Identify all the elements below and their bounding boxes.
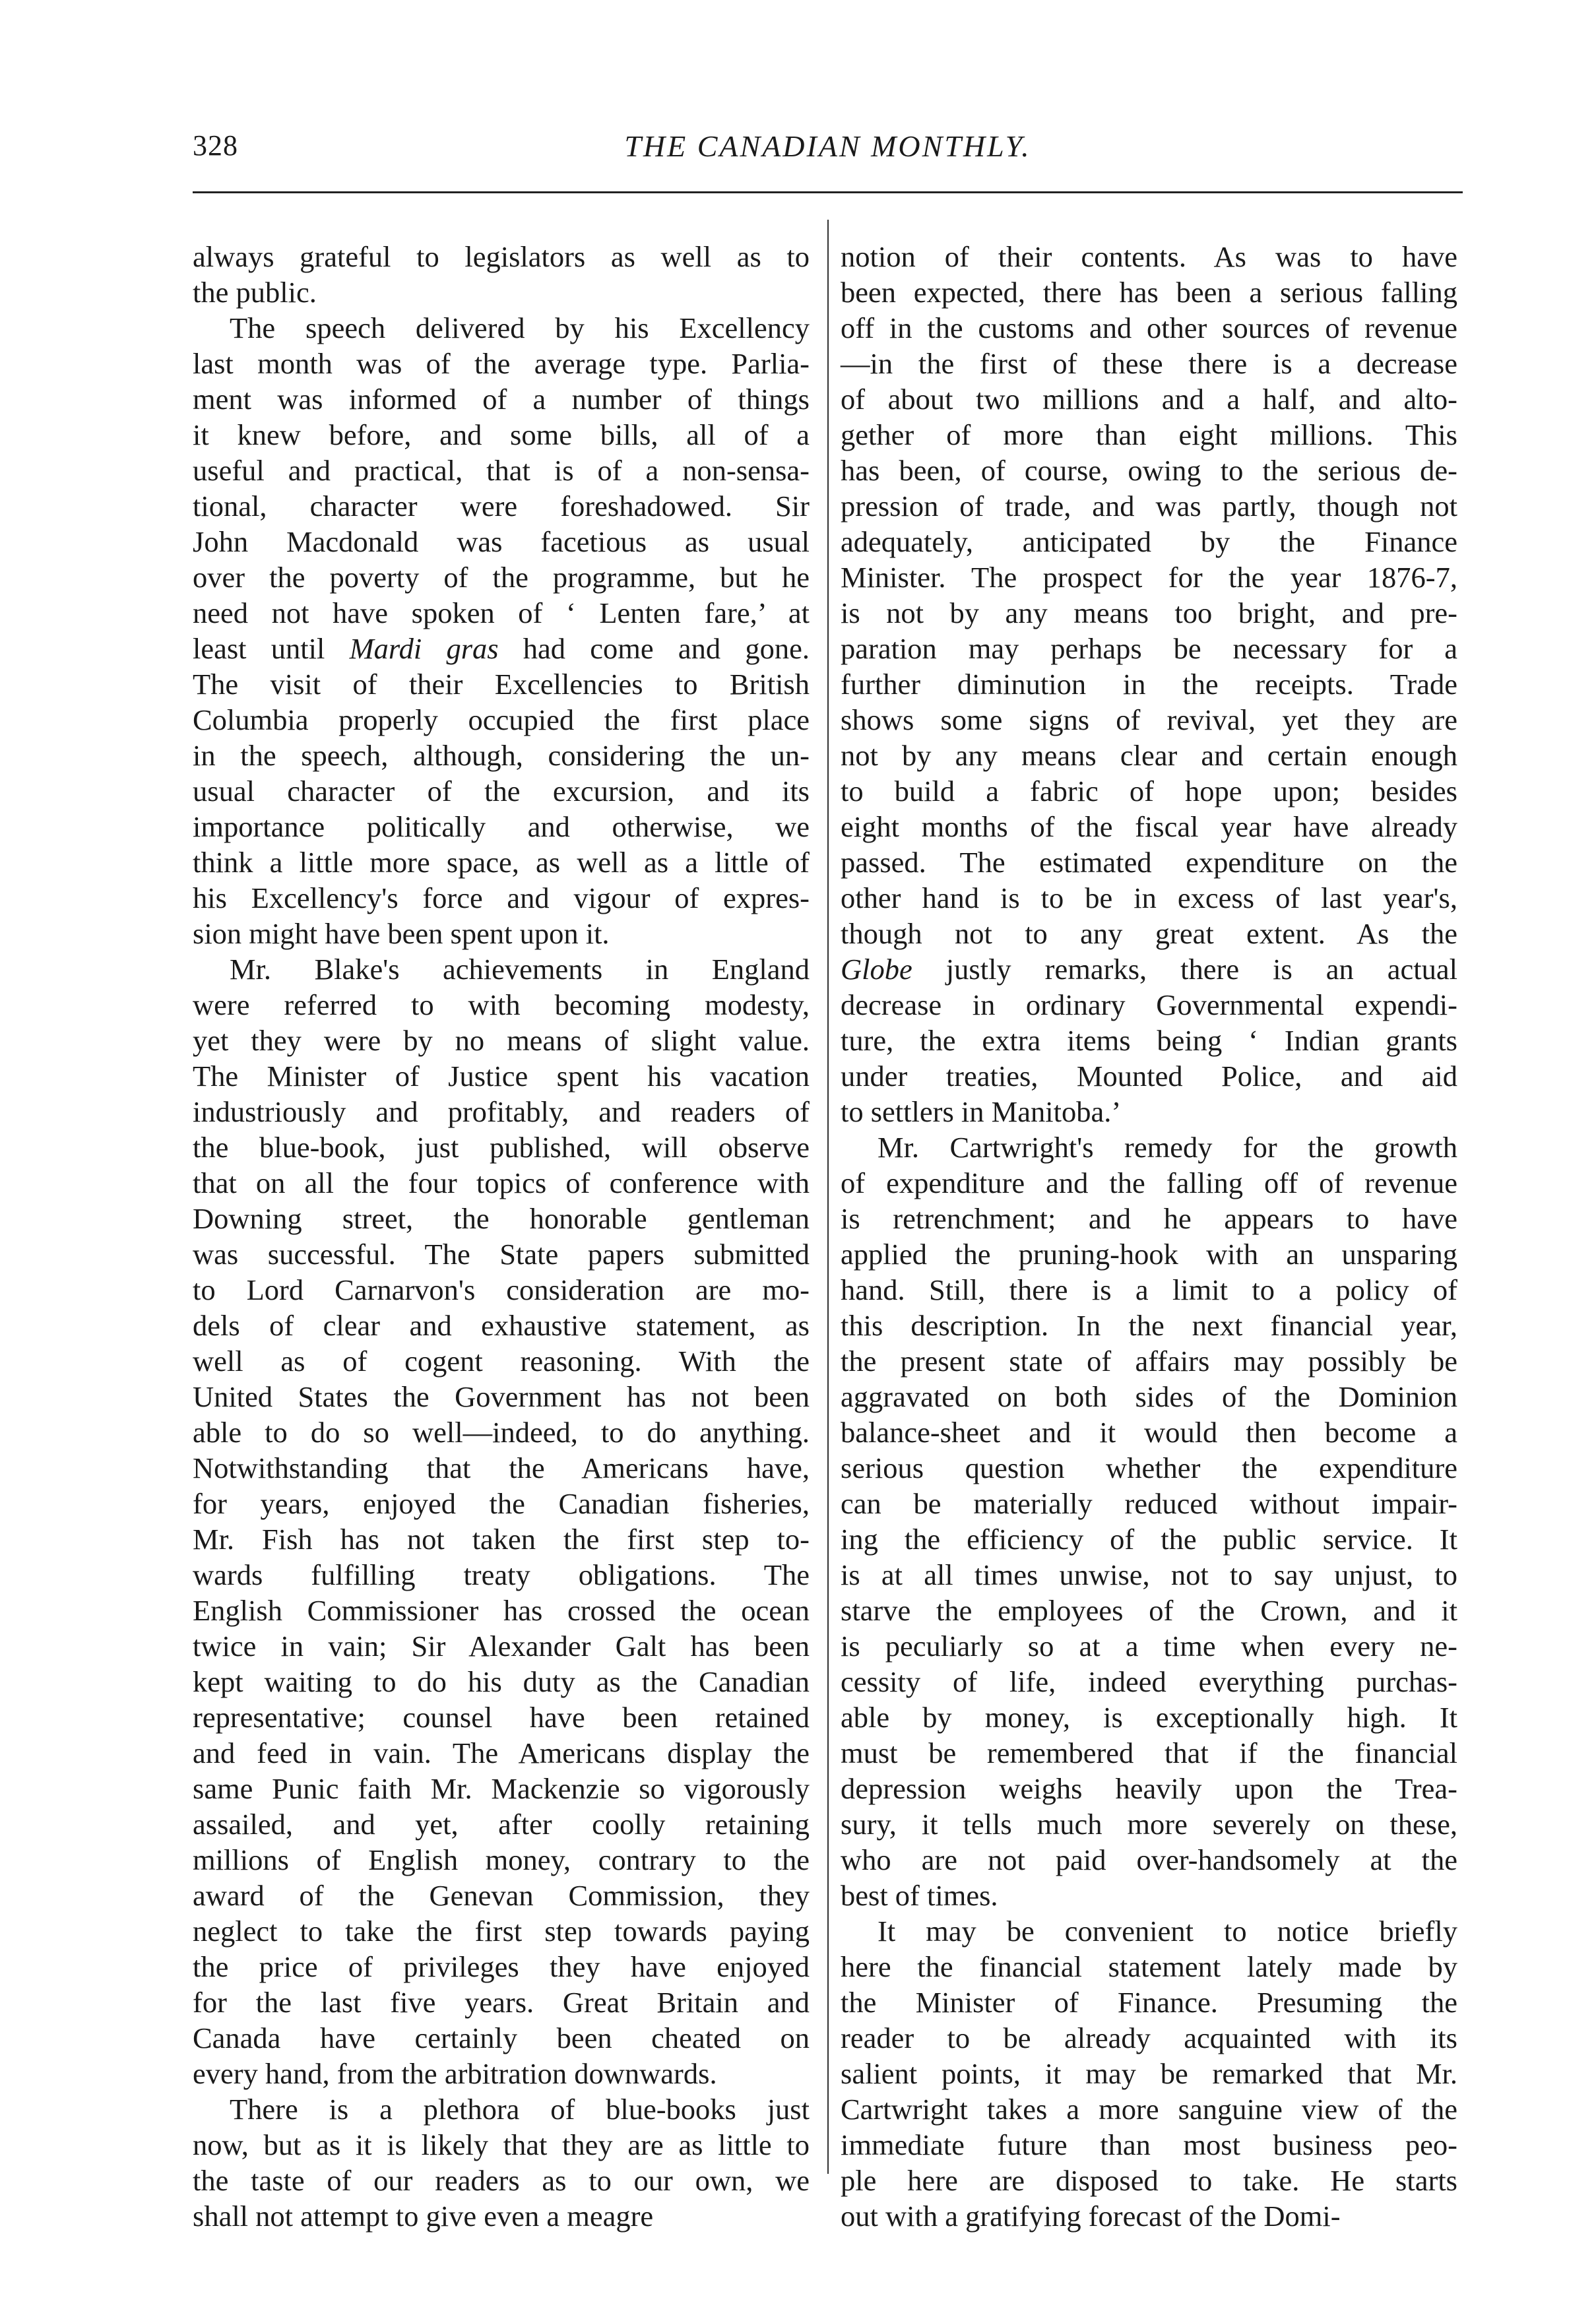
column-divider (827, 220, 829, 2174)
left-column-line: last month was of the average type. Parlia- (193, 347, 810, 380)
left-column-line: The Minister of Justice spent his vacation (193, 1060, 810, 1093)
right-column-line: has been, of course, owing to the serious de- (841, 454, 1457, 487)
right-column-line: balance-sheet and it would then become a (841, 1416, 1457, 1449)
left-column-line: Canada have certainly been cheated on (193, 2021, 810, 2054)
right-column-line: ple here are disposed to take. He starts (841, 2164, 1457, 2197)
right-column-line: out with a gratifying forecast of the Domi- (841, 2200, 1341, 2233)
left-column-line: least until Mardi gras had come and gone. (193, 632, 810, 665)
right-column-line: Cartwright takes a more sanguine view of the (841, 2093, 1457, 2126)
right-column-line: ing the efficiency of the public service. It (841, 1523, 1457, 1556)
right-column-line: of expenditure and the falling off of revenue (841, 1166, 1457, 1199)
left-column-line: for the last five years. Great Britain and (193, 1986, 810, 2019)
left-column-line: need not have spoken of ‘ Lenten fare,’ at (193, 596, 810, 629)
left-column-line: The speech delivered by his Excellency (230, 311, 810, 344)
right-column-line: ture, the extra items being ‘ Indian grants (841, 1024, 1457, 1057)
left-column-line: award of the Genevan Commission, they (193, 1879, 810, 1912)
left-column-line: the price of privileges they have enjoyed (193, 1950, 810, 1983)
left-column-line: that on all the four topics of conference with (193, 1166, 810, 1199)
right-column-line: is at all times unwise, not to say unjust, to (841, 1558, 1457, 1591)
right-column-line: is not by any means too bright, and pre- (841, 596, 1457, 629)
left-column-line: usual character of the excursion, and its (193, 775, 810, 808)
right-column-line: able by money, is exceptionally high. It (841, 1701, 1457, 1734)
right-column-line: under treaties, Mounted Police, and aid (841, 1060, 1457, 1093)
right-column-line: It may be convenient to notice briefly (878, 1915, 1457, 1948)
right-column-line: Mr. Cartwright's remedy for the growth (878, 1131, 1457, 1164)
left-column-line: English Commissioner has crossed the ocean (193, 1594, 810, 1627)
left-column-line: were referred to with becoming modesty, (193, 988, 810, 1021)
right-column-line: applied the pruning-hook with an unsparing (841, 1238, 1457, 1271)
left-column-line: There is a plethora of blue-books just (230, 2093, 810, 2126)
left-column-line: importance politically and otherwise, we (193, 810, 810, 843)
header-rule (193, 191, 1463, 193)
right-column-line: adequately, anticipated by the Finance (841, 525, 1457, 558)
left-column-line: representative; counsel have been retained (193, 1701, 810, 1734)
left-column-line: millions of English money, contrary to the (193, 1843, 810, 1876)
right-column-line: been expected, there has been a serious falling (841, 276, 1457, 309)
right-column-line: decrease in ordinary Governmental expendi- (841, 988, 1457, 1021)
right-column-line: is peculiarly so at a time when every ne- (841, 1630, 1457, 1663)
left-column-line: Mr. Blake's achievements in England (230, 953, 810, 986)
left-column-line: to Lord Carnarvon's consideration are mo- (193, 1273, 810, 1306)
right-column-line: shows some signs of revival, yet they are (841, 703, 1457, 736)
left-column (193, 239, 810, 2234)
left-column-line: same Punic faith Mr. Mackenzie so vigorously (193, 1772, 810, 1805)
right-column-line: —in the first of these there is a decrease (841, 347, 1457, 380)
right-column-line: other hand is to be in excess of last year's, (841, 881, 1457, 914)
left-column-line: now, but as it is likely that they are as little to (193, 2128, 810, 2161)
left-column-line: his Excellency's force and vigour of expres- (193, 881, 810, 914)
left-column-line: neglect to take the first step towards paying (193, 1915, 810, 1948)
left-column-line: it knew before, and some bills, all of a (193, 418, 810, 451)
right-column-line: eight months of the fiscal year have already (841, 810, 1457, 843)
right-column-line: though not to any great extent. As the (841, 917, 1457, 950)
left-column-line: Downing street, the honorable gentleman (193, 1202, 810, 1235)
right-column-line: sury, it tells much more severely on these, (841, 1808, 1457, 1841)
right-column-line: passed. The estimated expenditure on the (841, 846, 1457, 879)
left-column-line: Mr. Fish has not taken the first step to- (193, 1523, 810, 1556)
right-column-line: hand. Still, there is a limit to a policy of (841, 1273, 1457, 1306)
left-column-line: Columbia properly occupied the first place (193, 703, 810, 736)
left-column-line: in the speech, although, considering the un- (193, 739, 810, 772)
right-column-line: of about two millions and a half, and alto- (841, 383, 1457, 416)
left-column-line: and feed in vain. The Americans display the (193, 1736, 810, 1769)
left-column-line: was successful. The State papers submitted (193, 1238, 810, 1271)
left-column-line: always grateful to legislators as well as to (193, 240, 810, 273)
left-column-line: over the poverty of the programme, but he (193, 561, 810, 594)
left-column-line: assailed, and yet, after coolly retaining (193, 1808, 810, 1841)
right-column-line: the present state of affairs may possibly be (841, 1345, 1457, 1378)
right-column-line: to settlers in Manitoba.’ (841, 1095, 1122, 1128)
left-column-line: ment was informed of a number of things (193, 383, 810, 416)
running-title: THE CANADIAN MONTHLY. (624, 129, 1031, 163)
left-column-line: The visit of their Excellencies to British (193, 668, 810, 701)
right-column-line: pression of trade, and was partly, though not (841, 490, 1457, 523)
right-column-line: reader to be already acquainted with its (841, 2021, 1457, 2054)
right-column-line: cessity of life, indeed everything purchas- (841, 1665, 1457, 1698)
right-column-line: notion of their contents. As was to have (841, 240, 1457, 273)
right-column-line: to build a fabric of hope upon; besides (841, 775, 1457, 808)
right-column-line: can be materially reduced without impair- (841, 1487, 1457, 1520)
left-column-line: twice in vain; Sir Alexander Galt has been (193, 1630, 810, 1663)
page-header (193, 129, 1463, 188)
right-column-line: immediate future than most business peo- (841, 2128, 1457, 2161)
left-column-line: kept waiting to do his duty as the Canadian (193, 1665, 810, 1698)
left-column-line: every hand, from the arbitration downwards. (193, 2057, 717, 2090)
left-column-line: John Macdonald was facetious as usual (193, 525, 810, 558)
left-column-line: United States the Government has not been (193, 1380, 810, 1413)
left-column-line: well as of cogent reasoning. With the (193, 1345, 810, 1378)
left-column-line: able to do so well—indeed, to do anything. (193, 1416, 810, 1449)
right-column-line: here the financial statement lately made by (841, 1950, 1457, 1983)
right-column-line: Minister. The prospect for the year 1876-7, (841, 561, 1457, 594)
right-column-line: is retrenchment; and he appears to have (841, 1202, 1457, 1235)
right-column-line: off in the customs and other sources of revenue (841, 311, 1457, 344)
right-column-line: depression weighs heavily upon the Trea- (841, 1772, 1457, 1805)
left-column-line: wards fulfilling treaty obligations. The (193, 1558, 810, 1591)
right-column-line: must be remembered that if the financial (841, 1736, 1457, 1769)
right-column-line: serious question whether the expenditure (841, 1451, 1457, 1484)
left-column-line: yet they were by no means of slight value. (193, 1024, 810, 1057)
right-column-line: who are not paid over-handsomely at the (841, 1843, 1457, 1876)
right-column-line: starve the employees of the Crown, and it (841, 1594, 1457, 1627)
left-column-line: sion might have been spent upon it. (193, 917, 610, 950)
right-column-line: salient points, it may be remarked that Mr. (841, 2057, 1457, 2090)
left-column-line: Notwithstanding that the Americans have, (193, 1451, 810, 1484)
left-column-line: the blue-book, just published, will observe (193, 1131, 810, 1164)
left-column-line: shall not attempt to give even a meagre (193, 2200, 654, 2233)
right-column (841, 239, 1457, 2234)
right-column-line: this description. In the next financial year, (841, 1309, 1457, 1342)
left-column-line: dels of clear and exhaustive statement, as (193, 1309, 810, 1342)
left-column-line: think a little more space, as well as a little of (193, 846, 810, 879)
left-column-line: useful and practical, that is of a non-sensa- (193, 454, 810, 487)
left-column-line: the taste of our readers as to our own, we (193, 2164, 810, 2197)
left-column-line: for years, enjoyed the Canadian fisheries, (193, 1487, 810, 1520)
left-column-line: tional, character were foreshadowed. Sir (193, 490, 810, 523)
right-column-line: paration may perhaps be necessary for a (841, 632, 1457, 665)
right-column-line: not by any means clear and certain enough (841, 739, 1457, 772)
right-column-line: further diminution in the receipts. Trade (841, 668, 1457, 701)
left-column-line: the public. (193, 276, 317, 309)
right-column-line: Globe justly remarks, there is an actual (841, 953, 1457, 986)
left-column-line: industriously and profitably, and readers of (193, 1095, 810, 1128)
page-number: 328 (193, 129, 238, 162)
right-column-line: aggravated on both sides of the Dominion (841, 1380, 1457, 1413)
right-column-line: the Minister of Finance. Presuming the (841, 1986, 1457, 2019)
right-column-line: gether of more than eight millions. This (841, 418, 1457, 451)
right-column-line: best of times. (841, 1879, 998, 1912)
